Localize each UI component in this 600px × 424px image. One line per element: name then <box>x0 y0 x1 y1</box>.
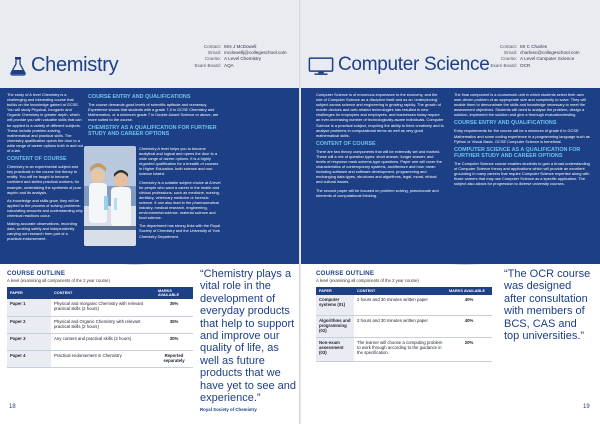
email-value: charlesc@collegeschool.com <box>520 50 580 56</box>
table-row <box>7 333 193 350</box>
contact-block <box>186 44 287 69</box>
column-header: PAPER <box>7 287 51 299</box>
outline-table <box>316 287 492 362</box>
quote-text: “The OCR course was designed after consultation with members of BCS, CAS and top universities.” <box>504 268 591 343</box>
page-number: 19 <box>583 404 590 410</box>
marks-cell: 35% <box>155 299 193 316</box>
contact-block <box>482 44 580 69</box>
left-column <box>316 92 444 201</box>
content-cell: Practical endorsement in Chemistry <box>51 350 155 367</box>
paper-cell: Paper 3 <box>7 333 51 350</box>
paper-cell: Paper 1 <box>7 299 51 316</box>
table-header-row <box>316 287 492 295</box>
page-banner <box>300 0 600 88</box>
paper-cell: Paper 2 <box>7 316 51 333</box>
qualification-paragraph: Chemistry is a suitable subject choice at A level for people who want a career in the health and clinical professions, such as medicine, nursing, dentistry, veterinary medicine or forensic science. It can also lead to the pharmaceutical industry, medical research, engineering, environmental science, material science and food science. <box>139 179 221 221</box>
course-value: A Level Chemistry <box>224 56 262 62</box>
paper-cell: Paper 4 <box>7 350 51 367</box>
content-text: As knowledge and skills grow, they will be applied to the process of solving problems: calculating amounts and understanding why chemical reactions occur. <box>7 197 83 218</box>
entry-text: Entry requirements for the course will be a minimum of grade 6 in GCSE Mathematics and some coding experience in a programming language such as Python or Visual Basic. GCSE Computer Science is beneficial. <box>454 128 590 144</box>
content-heading: CONTENT OF COURSE <box>316 140 376 147</box>
course-value: A Level Computer Science <box>520 56 575 62</box>
course-label: Course: <box>204 56 221 62</box>
outline-table <box>7 287 193 368</box>
exam-board-label: Exam Board: <box>194 62 221 68</box>
outline-subtitle: A level (examining all components of the 2 year course) <box>7 278 110 283</box>
page-number: 18 <box>9 404 16 410</box>
outline-heading: COURSE OUTLINE <box>7 270 66 277</box>
content-cell: Physical and Inorganic Chemistry with relevant practical skills (2 hours) <box>51 299 155 316</box>
email-value: mcdowellj@collegeschool.com <box>224 50 287 56</box>
coursework-text: The final component is a coursework unit in which students select their own user-driven problem of an appropriate size and complexity to solve. They will enable them to demonstrate the skills and knowledge necessary to meet the assessment objectives. Students will need to analyse the problem, design a solution, implement the solution and give a thorough evaluation/testing. <box>454 92 586 118</box>
content-cell: The learner will choose a computing problem to work through according to the guidance in the specification. <box>354 337 446 361</box>
contact-label: Contact: <box>203 44 221 49</box>
paper-cell: Algorithms and programming (02) <box>316 315 354 337</box>
qualification-text: The Computer Science course enables students to gain a broad understanding of Computer Science theory and applications which will provide an excellent grounding in many careers that require Computer Science expertise along with those careers that may use Computer Science as a specific application. The subject also allows for progression to diverse university courses. <box>454 160 590 187</box>
column-header: CONTENT <box>51 287 155 299</box>
content-text: Making accurate observations, recording data, working safely and independently carrying out research form part of a practical endorsement. <box>7 221 78 242</box>
exam-board-value: AQA <box>224 62 234 68</box>
content-text: There are two theory components that will be externally set and marked. These will a mix of question types: short answer, longer answer, and levels of response mark scheme-type questions. Paper one will cover the characteristics of contemporary systems, architecture and how, mean including software and software development, programming and exchanging data types, structures and algorithms, legal, moral, ethical and cultural issues. <box>316 148 442 185</box>
content-cell: Physical and Organic Chemistry with relevant practical skills (2 hours) <box>51 316 155 333</box>
content-heading: CONTENT OF COURSE <box>7 156 67 163</box>
marks-cell: Reported separately <box>155 350 193 367</box>
page-title: Chemistry <box>31 54 119 76</box>
column-header: CONTENT <box>354 287 446 295</box>
table-row <box>316 337 492 361</box>
qualification-heading: COMPUTER SCIENCE AS A QUALIFICATION FOR FURTHER STUDY AND CAREER OPTIONS <box>454 146 581 159</box>
left-column <box>7 92 83 244</box>
exam-board-label: Exam Board: <box>490 62 517 68</box>
page-gutter <box>299 0 301 424</box>
content-cell: 2 hours and 30 minutes written paper <box>354 315 446 337</box>
qualification-text <box>139 146 221 242</box>
contact-value: Mr C Charles <box>520 44 548 49</box>
table-row <box>7 299 193 316</box>
table-row <box>316 315 492 337</box>
flask-icon <box>8 56 28 76</box>
exam-board-value: OCR <box>520 62 531 68</box>
email-label: Email: <box>504 50 517 56</box>
entry-heading: COURSE ENTRY AND QUALIFICATIONS <box>88 94 191 100</box>
content-text: Chemistry is an experimental subject and key practicals in the course link theory to reality. You will be taught to become confident and skilled practical workers; for example, undertaking the synthesis of pure aspirin and its analysis. <box>7 164 82 195</box>
pull-quote <box>200 268 296 412</box>
course-outline <box>316 270 492 362</box>
quote-text: “Chemistry plays a vital role in the development of everyday products that help to support and improve our quality of life, as well as future products that we have yet to see and experience.” <box>200 268 297 405</box>
table-header-row <box>7 287 193 299</box>
students-photo <box>84 146 136 246</box>
marks-cell: 20% <box>446 337 492 361</box>
monitor-icon <box>308 56 334 76</box>
column-header: PAPER <box>316 287 354 295</box>
content-cell: 2 hours and 30 minutes written paper <box>354 295 446 315</box>
course-outline <box>7 270 193 368</box>
qualification-heading: CHEMISTRY AS A QUALIFICATION FOR FURTHER STUDY AND CAREER OPTIONS <box>88 125 217 138</box>
column-header: MARKS AVAILABLE <box>155 287 193 299</box>
marks-cell: 35% <box>155 316 193 333</box>
page-title: Computer Science <box>338 54 490 75</box>
outline-heading: COURSE OUTLINE <box>316 270 375 277</box>
course-label: Course: <box>500 56 517 62</box>
qualification-paragraph: The department has strong links with the Royal Society of Chemistry and the University of York Chemistry Department. <box>139 223 221 239</box>
contact-label: Contact: <box>499 44 517 49</box>
intro-text: Computer Science is of enormous importance to the economy, and the role of Computer Science as a discipline itself and as an 'underpinning' subject across science and engineering is growing rapidly. The growth of mobile devices and web-related technologies has resulted in new challenges for employers and employees, and businesses today require an ever-increasing number of technologically-aware individuals. Computer Science is a practical subject, requiring the ability to think creatively and to analyse problems in computational terms as well as very good mathematical skills. <box>316 92 444 138</box>
quote-source: Royal Society of Chemistry <box>200 407 257 413</box>
middle-column <box>88 92 220 139</box>
marks-cell: 40% <box>446 315 492 337</box>
email-label: Email: <box>208 50 221 56</box>
intro-text: The study of A level Chemistry is a challenging and interesting course that builds on the knowledge gained at GCSE. You will study Physical, Inorganic and Organic Chemistry in greater depth, which will provide you with valuable skills that can be applied to a variety of different subjects. These include problem-solving, mathematical and practical skills. The chemistry qualification opens the door to a wide range of career options both in and out of a lab. <box>7 92 83 154</box>
content-cell: Any content and practical skills (2 hours) <box>51 333 155 350</box>
table-row <box>7 350 193 367</box>
table-row <box>316 295 492 315</box>
pull-quote <box>504 268 594 342</box>
page-banner <box>0 0 300 88</box>
column-header: MARKS AVAILABLE <box>446 287 492 295</box>
marks-cell: 30% <box>155 333 193 350</box>
marks-cell: 40% <box>446 295 492 315</box>
paper-cell: Non-exam assessment (03) <box>316 337 354 361</box>
entry-heading: COURSE ENTRY AND QUALIFICATIONS <box>454 120 557 127</box>
entry-text: The course demands good levels of scientific aptitude and numeracy. Experience shows that students with a grade 7-9 in GCSE Chemistry and Mathematics, or a minimum grade 7 in Double Award Science or above, are more suited to the course. <box>88 102 219 123</box>
content-text: The second paper will be focused on problem solving, pseudocode and elements of computational thinking. <box>316 187 439 198</box>
table-row <box>7 316 193 333</box>
contact-value: Mrs J McDowell <box>224 44 257 49</box>
computer-science-page <box>300 0 600 424</box>
qualification-paragraph: Chemistry A level helps you to become analytical and logical and opens the door to a wide range of career options. It is a highly regarded qualification for a breadth of courses in Higher Education, both science and non-science based. <box>139 146 219 177</box>
paper-cell: Computer systems (01) <box>316 295 354 315</box>
right-column <box>454 92 592 189</box>
outline-subtitle: A level (examining all components of the 2 year course) <box>316 278 419 283</box>
